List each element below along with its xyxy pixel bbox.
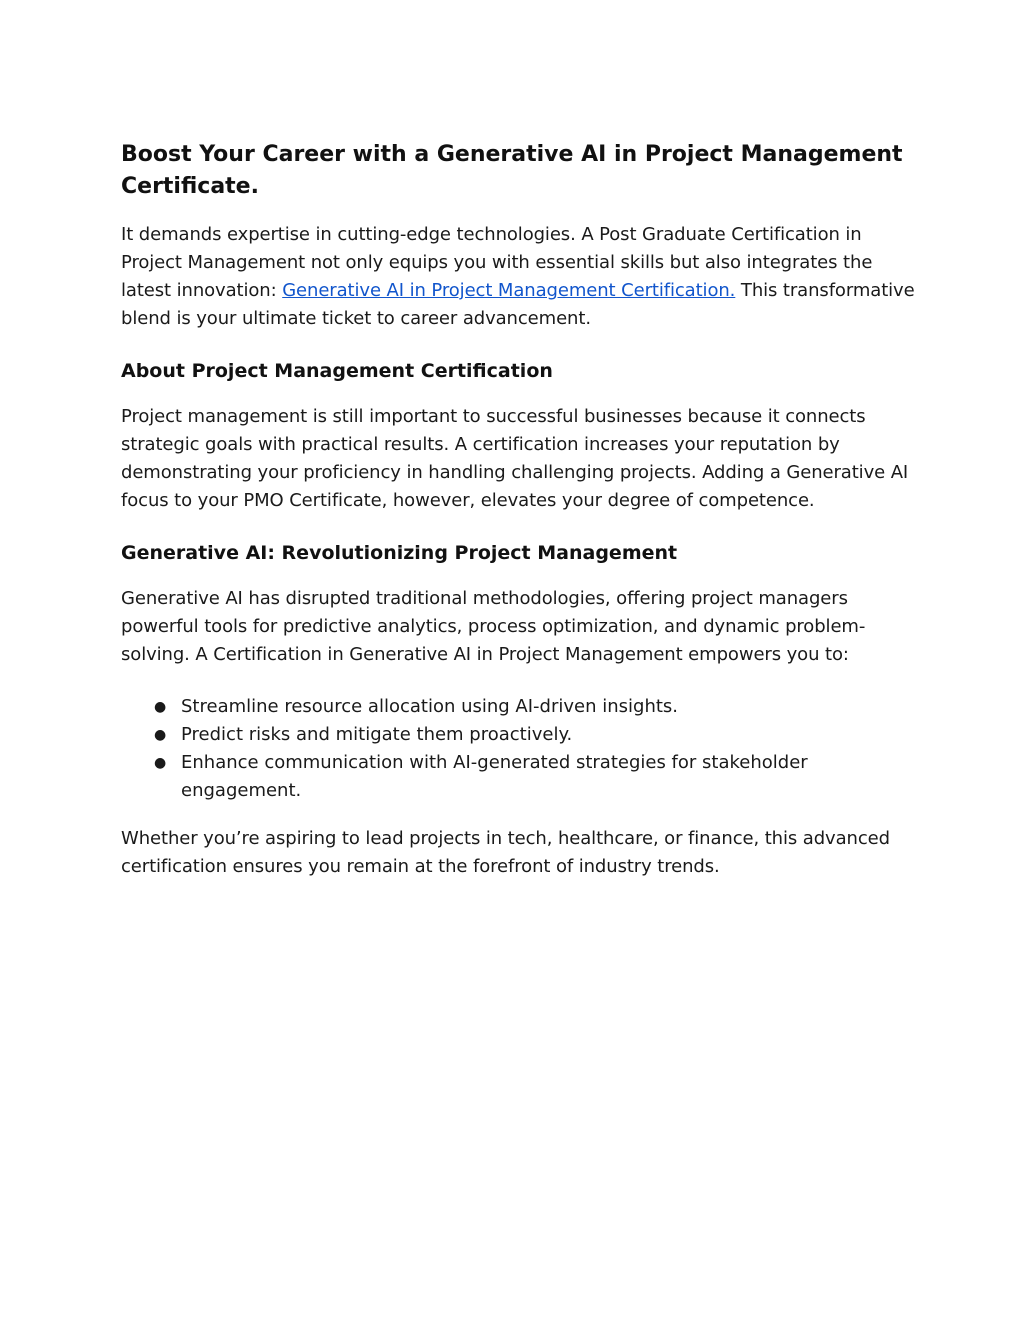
section-heading-about: About Project Management Certification <box>121 360 553 382</box>
section-heading-generative-ai: Generative AI: Revolutionizing Project Management <box>121 542 678 564</box>
list-item: ● Enhance communication with AI-generated strategies for stakeholder engagement. <box>181 749 921 805</box>
list-item: ● Predict risks and mitigate them proactively. <box>181 721 921 749</box>
intro-paragraph <box>121 221 921 333</box>
benefits-list <box>121 693 921 805</box>
certification-link[interactable]: Generative AI in Project Management Certification. <box>282 280 736 301</box>
section-body-about: Project management is still important to successful businesses because it connects strategic goals with practical results. A certification increases your reputation by demonstrating your proficiency in handling challenging projects. Adding a Generative AI focus to your PMO Certificate, however, elevates your degree of competence. <box>121 406 909 511</box>
section-body-generative-ai: Generative AI has disrupted traditional methodologies, offering project managers powerful tools for predictive analytics, process optimization, and dynamic problem-solving. A Certification in Generative AI in Project Management empowers you to: <box>121 588 866 665</box>
document-page <box>121 139 921 905</box>
intro-text-before-link: It demands expertise in cutting-edge technologies. A Post Graduate Certification in Project Management not only equips you with essential skills but also integrates the latest innovation: <box>121 224 873 301</box>
page-title: Boost Your Career with a Generative AI in Project Management Certificate. <box>121 142 903 199</box>
intro-text-after-link: This transformative blend is your ultimate ticket to career advancement. <box>121 280 915 329</box>
closing-paragraph: Whether you’re aspiring to lead projects in tech, healthcare, or finance, this advanced certification ensures you remain at the forefront of industry trends. <box>121 828 890 877</box>
list-item: ● Streamline resource allocation using AI-driven insights. <box>181 693 921 721</box>
